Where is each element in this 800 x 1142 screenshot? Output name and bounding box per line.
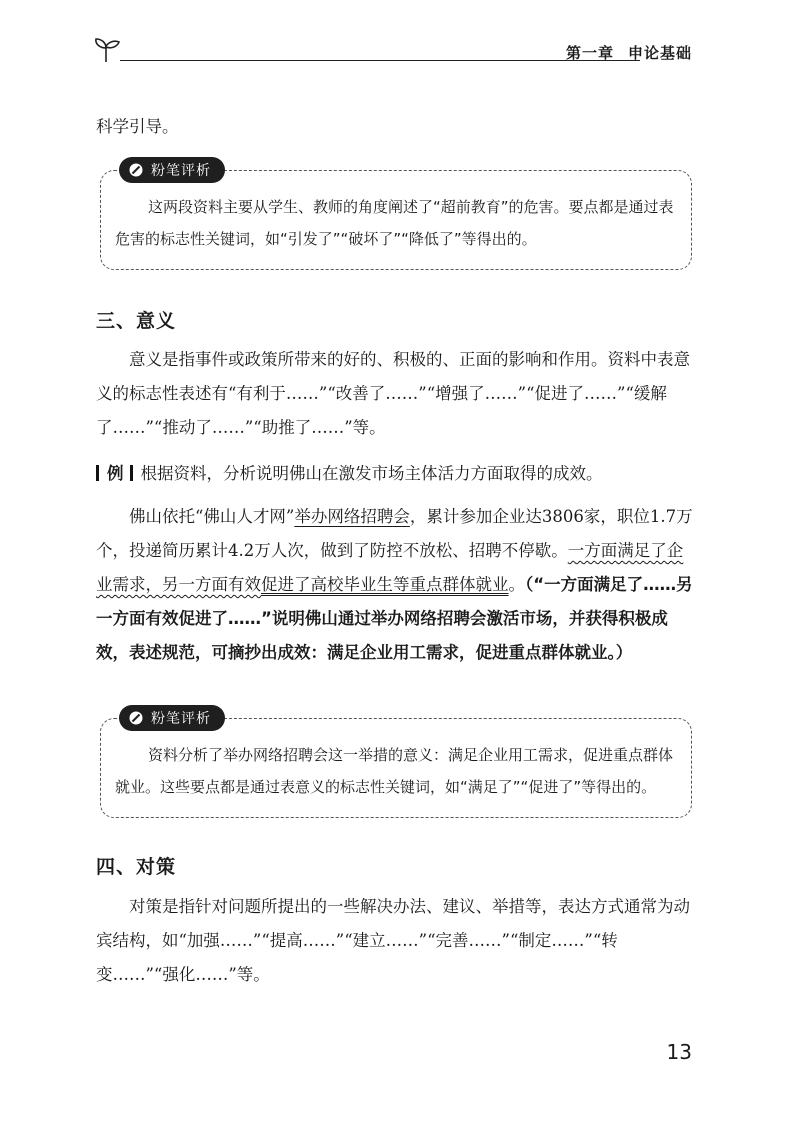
- example-question: [96, 457, 696, 491]
- chapter-number: 第一章: [565, 44, 614, 62]
- comment-box-1: [100, 163, 692, 270]
- comment-box-2: [100, 711, 692, 818]
- material-text-1: 佛山依托“佛山人才网”: [129, 507, 295, 526]
- chapter-label: [566, 42, 692, 63]
- material-wavy-underline: 一方面满足了企业需求，另一方面有效: [96, 541, 684, 594]
- material-text-3: 。: [508, 575, 525, 594]
- countermeasure-paragraph: 对策是指针对问题所提出的一些解决办法、建议、举措等，表达方式通常为动宾结构，如“加强……”“提高……”“建立……”“完善……”“制定……”“转变……”“强化……”等。: [96, 897, 690, 984]
- example-divider: [130, 465, 133, 481]
- example-label: 例: [107, 464, 124, 483]
- continued-paragraph: 科学引导。: [96, 117, 179, 136]
- example-question-text: 根据资料，分析说明佛山在激发市场主体活力方面取得的成效。: [140, 464, 603, 483]
- leaf-icon: [129, 163, 143, 177]
- meaning-paragraph: 意义是指事件或政策所带来的好的、积极的、正面的影响和作用。资料中表意义的标志性表述有“有利于……”“改善了……”“增强了……”“促进了……”“缓解了……”“推动了……”“助推了……”等。: [96, 350, 690, 437]
- example-marker: [96, 465, 99, 481]
- section-heading-countermeasure: 四、对策: [96, 856, 177, 878]
- material-underline-1: 举办网络招聘会: [294, 507, 410, 526]
- comment-tag-label: 粉笔评析: [151, 163, 211, 179]
- comment-tag-label: 粉笔评析: [151, 711, 211, 727]
- material-text-2: ，累计参加企业达3806家，职位1.7万个，投递简历累计4.2万人次，做到了防控不放松、招聘不停歇。: [96, 507, 693, 560]
- material-double-underline: 促进了高校毕业生等重点群体就业: [261, 575, 509, 594]
- sprout-icon: [92, 36, 122, 64]
- header-rule: [120, 60, 640, 61]
- comment-text: 资料分析了举办网络招聘会这一举措的意义：满足企业用工需求，促进重点群体就业。这些要点都是通过表意义的标志性关键词，如“满足了”“促进了”等得出的。: [115, 746, 674, 796]
- chapter-title: 申论基础: [627, 44, 692, 62]
- section-heading-meaning: 三、意义: [96, 310, 177, 332]
- material-paragraph: [96, 500, 696, 670]
- comment-text: 这两段资料主要从学生、教师的角度阐述了“超前教育”的危害。要点都是通过表危害的标志性关键词，如“引发了”“破坏了”“降低了”等得出的。: [115, 198, 674, 248]
- page-header: [92, 36, 692, 66]
- leaf-icon: [129, 711, 143, 725]
- comment-tag: [119, 157, 225, 183]
- page-number: 13: [666, 1040, 692, 1064]
- comment-tag: [119, 705, 225, 731]
- material-analysis: （“一方面满足了……另一方面有效促进了……”说明佛山通过举办网络招聘会激活市场，并获得积极成效，表述规范，可摘抄出成效：满足企业用工需求，促进重点群体就业。）: [96, 575, 693, 662]
